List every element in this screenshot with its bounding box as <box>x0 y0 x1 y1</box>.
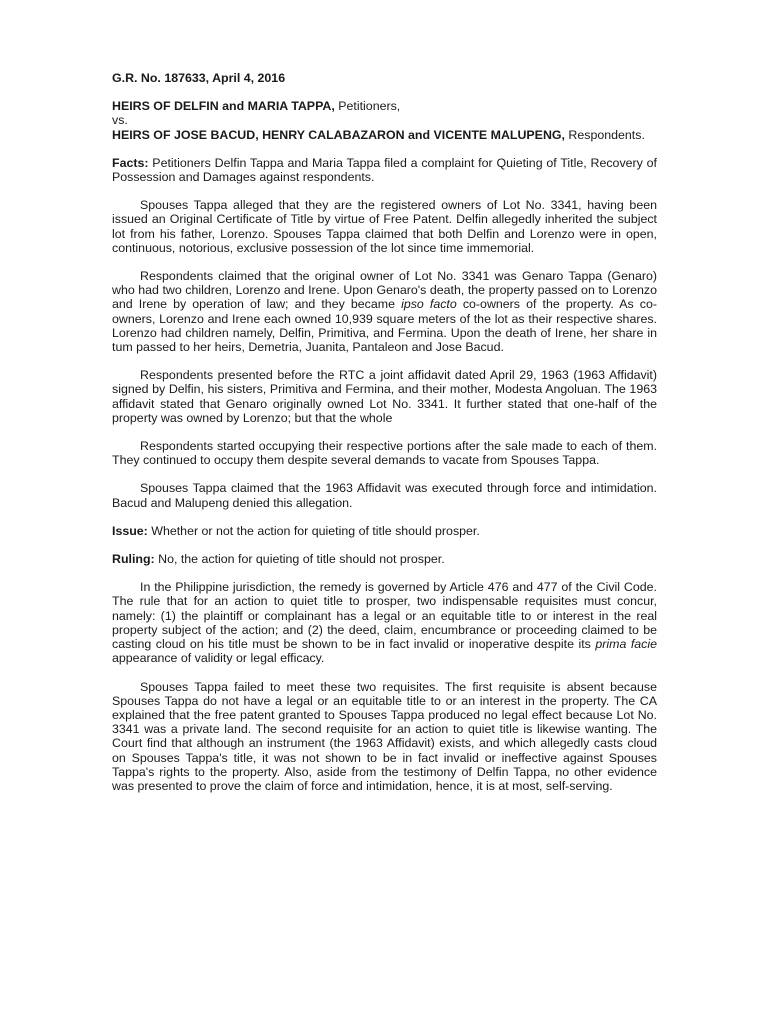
facts-label: Facts: <box>112 155 149 170</box>
issue-text: Whether or not the action for quieting of title should prosper. <box>147 523 480 538</box>
paragraph-force-intimidation: Spouses Tappa claimed that the 1963 Affidavit was executed through force and intimidation. Bacud and Malupeng denied this allegation. <box>112 481 657 510</box>
ruling-text: No, the action for quieting of title should not prosper. <box>154 552 445 567</box>
respondents-name: HEIRS OF JOSE BACUD, HENRY CALABAZARON and VICENTE MALUPENG, <box>112 127 565 142</box>
paragraph-text: appearance of validity or legal efficacy. <box>112 651 325 666</box>
italic-term: ipso facto <box>401 297 457 312</box>
ruling-paragraph <box>112 552 657 566</box>
facts-paragraph <box>112 156 657 184</box>
paragraph-joint-affidavit: Respondents presented before the RTC a joint affidavit dated April 29, 1963 (1963 Affidavit) signed by Delfin, his sisters, Primitiva and Fermina, and their mother, Modesta Angoluan. The 1963 affidavit stated that Genaro originally owned Lot No. 3341. It further stated that one-half of the property was owned by Lorenzo; but that the whole <box>112 368 657 425</box>
paragraph-text: Respondents claimed that the original owner of Lot No. 3341 was Genaro Tappa (Genaro) who had two children, Lorenzo and Irene. Upon Genaro's death, the property passed on to Lorenzo and Irene by operation of law; and they became <box>112 269 657 312</box>
respondents-role: Respondents. <box>564 127 645 142</box>
case-parties <box>112 99 657 142</box>
italic-term: prima facie <box>595 637 658 652</box>
petitioners-name: HEIRS OF DELFIN and MARIA TAPPA, <box>112 99 335 114</box>
petitioners-line <box>112 99 657 113</box>
paragraph-respondents-claim <box>112 269 657 354</box>
issue-paragraph <box>112 524 657 538</box>
paragraph-text: co-owners of the property. As co-owners, Lorenzo and Irene each owned 10,939 square meters of the lot as their respective shares. Lorenzo had children namely, Delfin, Primitiva, and Fermina. Upon the death of Irene, her share in tum passed to her heirs, Demetria, Juanita, Pantaleon and Jose Bacud. <box>112 297 657 355</box>
petitioners-role: Petitioners, <box>334 99 401 114</box>
paragraph-occupying-portions: Respondents started occupying their respective portions after the sale made to each of them. They continued to occupy them despite several demands to vacate from Spouses Tappa. <box>112 439 657 468</box>
paragraph-registered-owners: Spouses Tappa alleged that they are the registered owners of Lot No. 3341, having been issued an Original Certificate of Title by virtue of Free Patent. Delfin allegedly inherited the subject lot from his father, Lorenzo. Spouses Tappa claimed that both Delfin and Lorenzo were in open, continuous, notorious, exclusive possession of the lot since time immemorial. <box>112 198 657 255</box>
ruling-label: Ruling: <box>112 552 155 567</box>
facts-text: Petitioners Delfin Tappa and Maria Tappa filed a complaint for Quieting of Title, Recovery of Possession and Damages against respondents. <box>112 155 657 185</box>
versus-line: vs. <box>112 113 128 128</box>
respondents-line <box>112 128 657 142</box>
paragraph-requisites-failed: Spouses Tappa failed to meet these two requisites. The first requisite is absent because Spouses Tappa do not have a legal or an equitable title to or an interest in the property. The CA explained that the free patent granted to Spouses Tappa produced no legal effect because Lot No. 3341 was a private land. The second requisite for an action to quiet title is likewise wanting. The Court find that although an instrument (the 1963 Affidavit) exists, and which allegedly casts cloud on Spouses Tappa's title, it was not shown to be in fact invalid or ineffective against Spouses Tappa's rights to the property. Also, aside from the testimony of Delfin Tappa, no other evidence was presented to prove the claim of force and intimidation, hence, it is at most, self-serving. <box>112 679 657 793</box>
issue-label: Issue: <box>112 523 148 538</box>
document-body <box>112 71 657 793</box>
case-number: G.R. No. 187633, April 4, 2016 <box>112 71 286 85</box>
paragraph-text: In the Philippine jurisdiction, the remedy is governed by Article 476 and 477 of the Civil Code. The rule that for an action to quiet title to prosper, two indispensable requisites must concur, namely: (1) the plaintiff or complainant has a legal or an equitable title to or interest in the real property subject of the action; and (2) the deed, claim, encumbrance or proceeding claimed to be casting cloud on his title must be shown to be in fact invalid or inoperative despite its <box>112 580 657 652</box>
paragraph-philippine-jurisdiction <box>112 580 657 665</box>
